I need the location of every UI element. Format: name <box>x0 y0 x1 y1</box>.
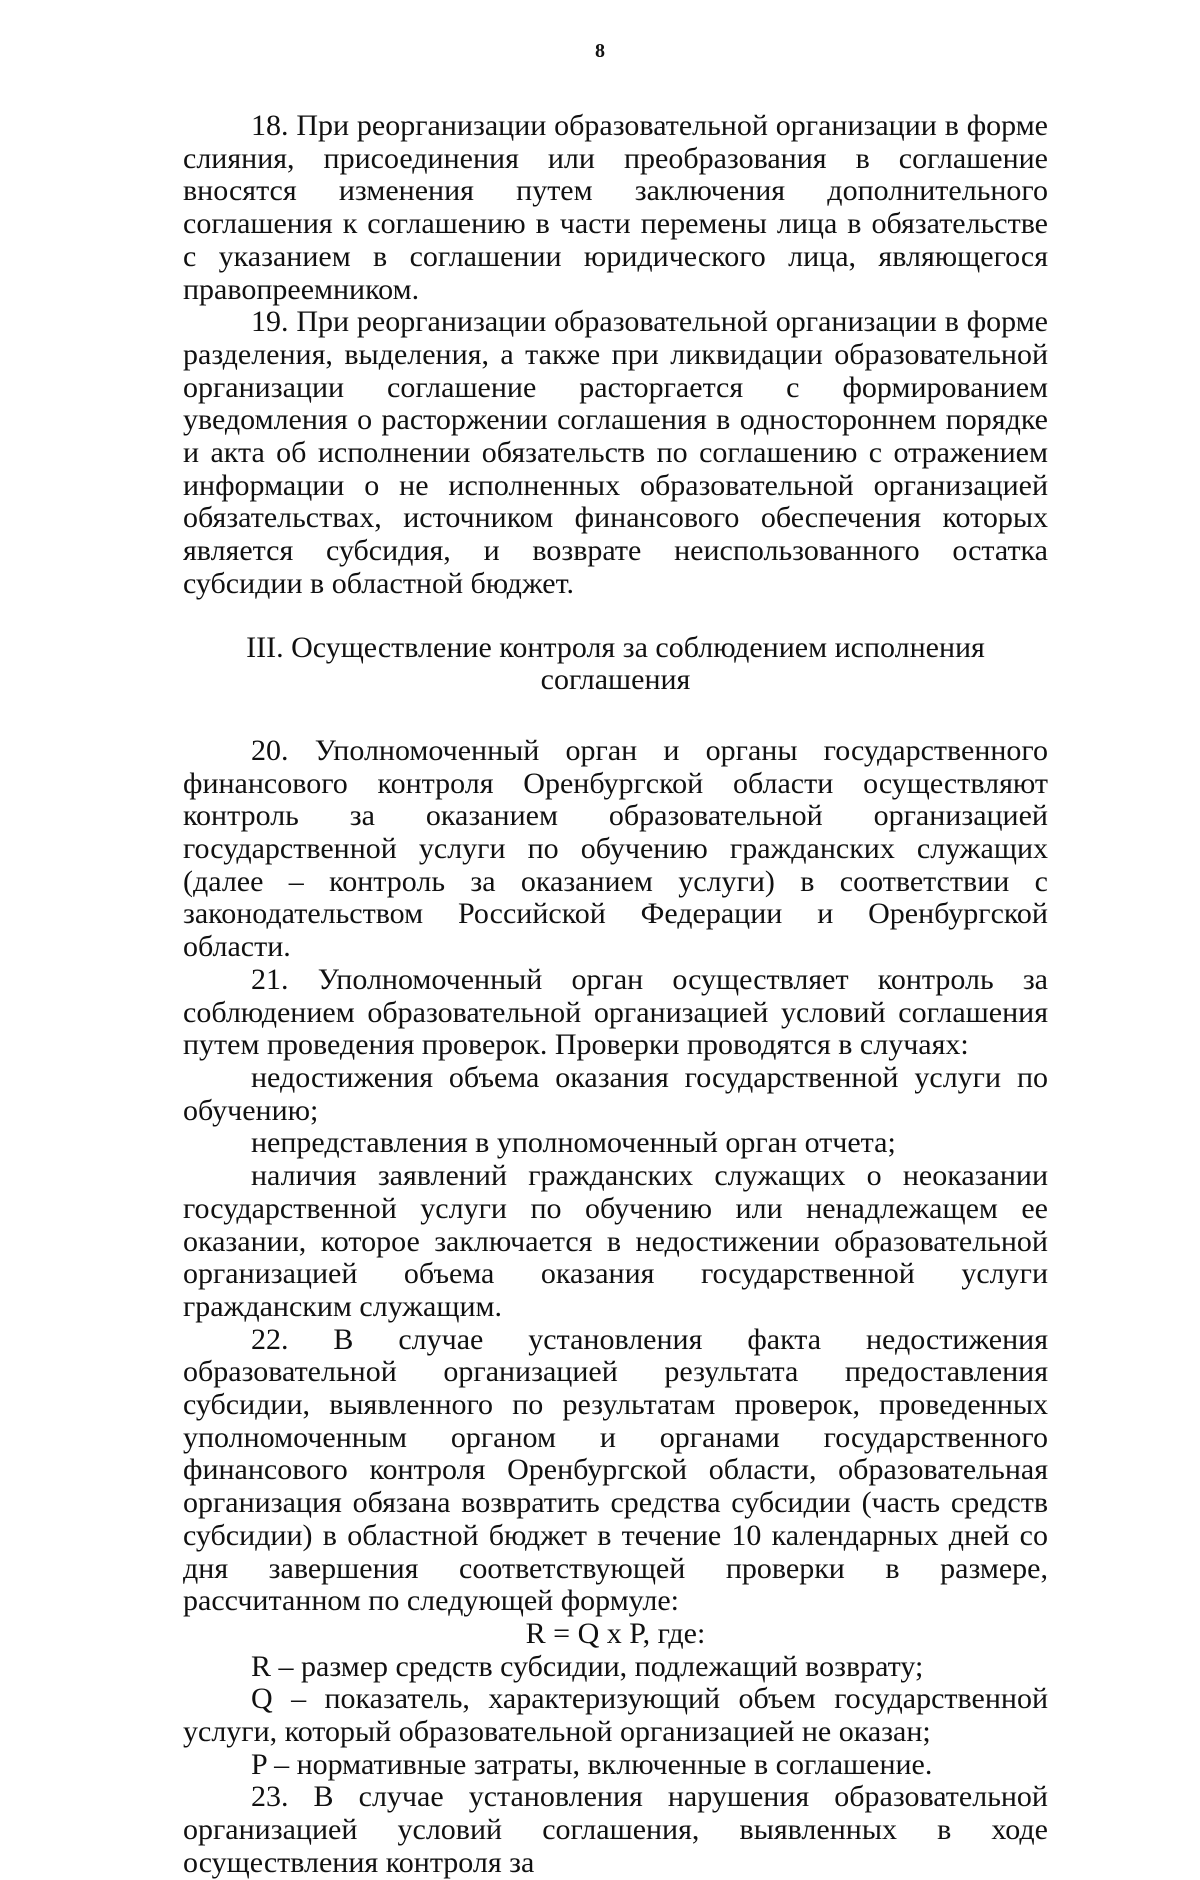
formula: R = Q x P, где: <box>525 1616 706 1650</box>
formula-definition-p: P – нормативные затраты, включенные в соглашение. <box>251 1747 933 1781</box>
paragraph-22: 22. В случае установления факта недостижения образовательной организацией результата предоставления субсидии, выявленного по результатам проверок, проведенных уполномоченным органом и органами государственного финансового контроля Оренбургской области, образовательная организация обязана возвратить средства субсидии (часть средств субсидии) в областной бюджет в течение 10 календарных дней со дня завершения соответствующей проверки в размере, рассчитанном по следующей формуле: <box>183 1322 1048 1618</box>
formula-definition-q: Q – показатель, характеризующий объем государственной услуги, который образовательной организацией не оказан; <box>183 1682 1048 1749</box>
page-number: 8 <box>595 40 605 62</box>
paragraph-18: 18. При реорганизации образовательной организации в форме слияния, присоединения или преобразования в соглашение вносятся изменения путем заключения дополнительного соглашения к соглашению в части перемены лица в обязательстве с указанием в соглашении юридического лица, являющегося правопреемником. <box>183 109 1048 306</box>
formula-definition-r: R – размер средств субсидии, подлежащий возврату; <box>251 1649 924 1683</box>
paragraph-23: 23. В случае установления нарушения образовательной организацией условий соглашения, выявленных в ходе осуществления контроля за <box>183 1780 1048 1879</box>
paragraph-20: 20. Уполномоченный орган и органы государственного финансового контроля Оренбургской области осуществляют контроль за оказанием образовательной организацией государственной услуги по обучению гражданских служащих (далее – контроль за оказанием услуги) в соответствии с законодательством Российской Федерации и Оренбургской области. <box>183 733 1048 964</box>
paragraph-19: 19. При реорганизации образовательной организации в форме разделения, выделения, а также при ликвидации образовательной организации соглашение расторгается с формированием уведомления о расторжении соглашения в одностороннем порядке и акта об исполнении обязательств по соглашению с отражением информации о не исполненных образовательной организацией обязательствах, источником финансового обеспечения которых является субсидия, и возврате неиспользованного остатка субсидии в областной бюджет. <box>183 305 1048 600</box>
list-item-case-1: недостижения объема оказания государственной услуги по обучению; <box>183 1060 1048 1127</box>
paragraph-21: 21. Уполномоченный орган осуществляет контроль за соблюдением образовательной организацией условий соглашения путем проведения проверок. Проверки проводятся в случаях: <box>183 962 1048 1062</box>
document-body <box>183 110 1048 1880</box>
list-item-case-3: наличия заявлений гражданских служащих о неоказании государственной услуги по обучению или ненадлежащем ее оказании, которое заключается в недостижении образовательной организацией объема оказания государственной услуги гражданским служащим. <box>183 1159 1048 1323</box>
section-heading: III. Осуществление контроля за соблюдением исполнения соглашения <box>246 630 985 697</box>
list-item-case-2: непредставления в уполномоченный орган отчета; <box>251 1126 896 1160</box>
